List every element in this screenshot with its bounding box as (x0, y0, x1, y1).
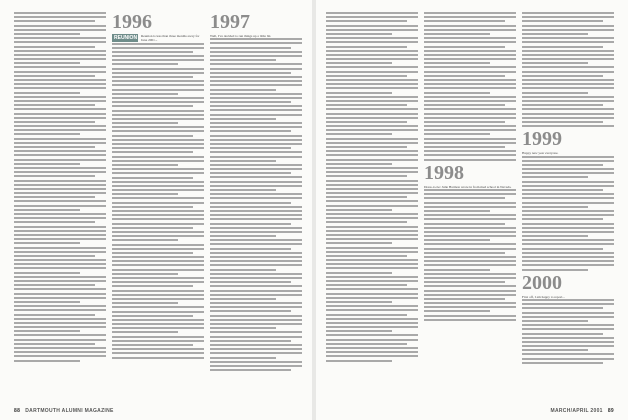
year-heading-2000: 2000 (522, 271, 562, 294)
left-column-3 (210, 12, 302, 373)
year-heading-1998: 1998 (424, 161, 464, 184)
right-column-1 (326, 12, 418, 364)
right-column-2 (424, 12, 516, 323)
intro-2000: First off, I am happy to report... (522, 294, 565, 299)
class-notes-side-tab (2, 8, 11, 98)
left-column-2 (112, 12, 204, 361)
intro-1999: Happy new year everyone. (522, 151, 559, 156)
right-page (316, 0, 628, 420)
left-page (0, 0, 312, 420)
year-heading-1997: 1997 (210, 11, 250, 33)
right-column-3 (522, 12, 614, 366)
intro-1998: Dress-to-be: Julie Harmon wrote in from med school in Nevada. (424, 184, 512, 189)
right-footer (551, 408, 614, 414)
right-footer-title: MARCH/APRIL 2001 (550, 408, 603, 414)
year-heading-1996: 1996 (112, 11, 152, 33)
reunion-badge: REUNION (114, 35, 138, 41)
year-heading-1999: 1999 (522, 128, 562, 151)
left-page-number: 88 (14, 408, 21, 414)
left-footer-title: DARTMOUTH ALUMNI MAGAZINE (25, 408, 114, 414)
left-column-1 (14, 12, 106, 364)
left-footer (14, 408, 114, 414)
right-page-number: 89 (607, 408, 614, 414)
intro-1996: Reunion is less than three months away for June 2001... (141, 34, 200, 43)
intro-1997: Well, I've decided to run things up a little bit. (210, 34, 272, 38)
